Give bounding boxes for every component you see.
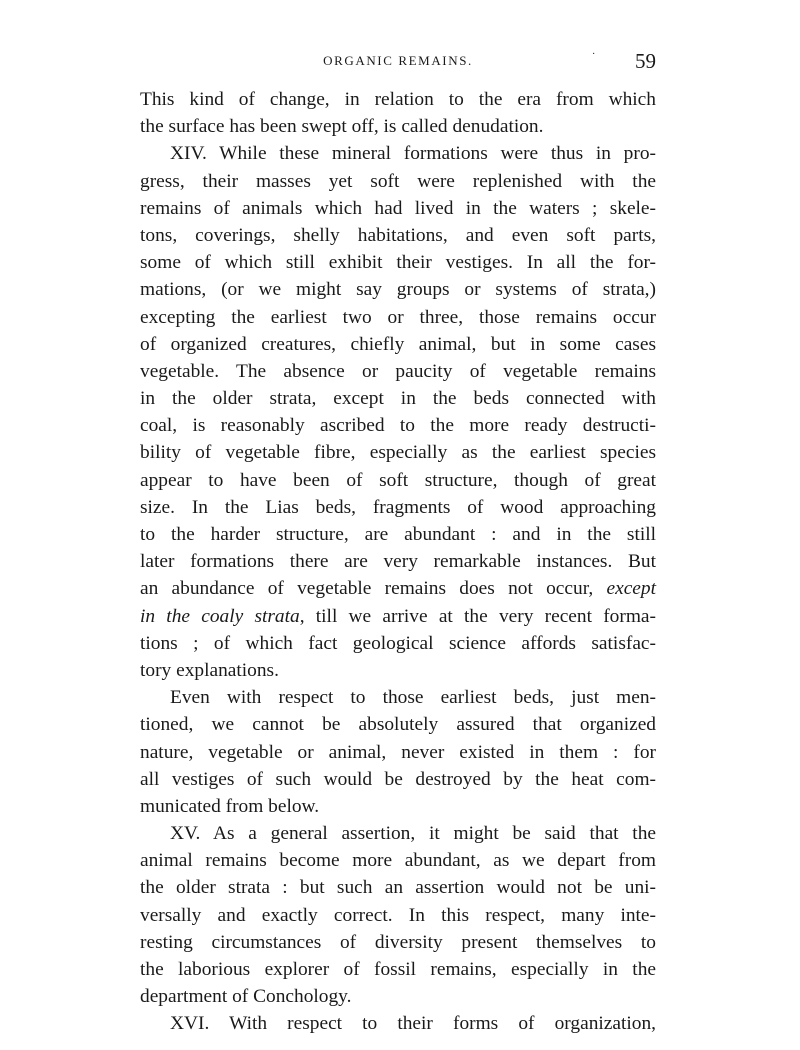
line-text: to the harder structure, are abundant : and in the still bbox=[140, 524, 656, 545]
text-line bbox=[140, 1010, 656, 1037]
line-text: Even with respect to those earliest beds, just men- bbox=[170, 687, 656, 709]
text-line bbox=[140, 739, 656, 766]
line-text: tons, coverings, shelly habitations, and even soft parts, bbox=[140, 224, 656, 246]
line-text: mations, (or we might say groups or systems of strata,) bbox=[140, 279, 656, 301]
text-line bbox=[140, 304, 656, 331]
text-line bbox=[140, 113, 656, 140]
line-text: bility of vegetable fibre, especially as the earliest species bbox=[140, 442, 656, 464]
line-text: in the older strata, except in the beds connected with bbox=[140, 388, 656, 410]
text-line bbox=[140, 548, 656, 575]
line-text: size. In the Lias beds, fragments of wood approaching bbox=[140, 496, 656, 518]
line-text: department of Conchology. bbox=[140, 986, 352, 1008]
text-line bbox=[140, 140, 656, 167]
line-text: tions ; of which fact geological science affords satisfac- bbox=[140, 632, 656, 654]
line-text: some of which still exhibit their vestiges. In all the for- bbox=[140, 252, 656, 274]
stray-mark: · bbox=[592, 49, 596, 60]
text-line bbox=[140, 575, 656, 602]
line-text: This kind of change, in relation to the era from which bbox=[140, 89, 656, 110]
line-text: later formations there are very remarkable instances. But bbox=[140, 551, 656, 573]
line-text: animal remains become more abundant, as we depart from bbox=[140, 850, 656, 872]
line-text: remains of animals which had lived in the waters ; skele- bbox=[140, 197, 656, 219]
text-line bbox=[140, 793, 656, 820]
text-line bbox=[140, 412, 656, 439]
text-line bbox=[140, 358, 656, 385]
text-line bbox=[140, 86, 656, 113]
text-line bbox=[140, 983, 656, 1010]
line-text: vegetable. The absence or paucity of vegetable remains bbox=[140, 360, 656, 382]
line-text: municated from below. bbox=[140, 795, 320, 817]
text-line bbox=[140, 603, 656, 630]
text-line bbox=[140, 249, 656, 276]
line-text: the laborious explorer of fossil remains, especially in the bbox=[140, 959, 656, 980]
page-number: 59 bbox=[635, 49, 656, 73]
line-text: the surface has been swept off, is called denudation. bbox=[140, 116, 544, 138]
line-text: versally and exactly correct. In this respect, many inte- bbox=[140, 904, 656, 926]
line-text: tory explanations. bbox=[140, 659, 279, 681]
line-text: , till we arrive at the very recent forma- bbox=[299, 605, 656, 627]
line-text: nature, vegetable or animal, never existed in them : for bbox=[140, 741, 656, 763]
line-text: coal, is reasonably ascribed to the more ready destructi- bbox=[140, 415, 656, 437]
text-line bbox=[140, 684, 656, 711]
page-header bbox=[140, 49, 656, 75]
line-text: tioned, we cannot be absolutely assured that organized bbox=[140, 714, 656, 736]
body-text bbox=[140, 86, 656, 1038]
line-text: excepting the earliest two or three, those remains occur bbox=[140, 306, 656, 328]
line-text: gress, their masses yet soft were replenished with the bbox=[140, 170, 656, 192]
text-line bbox=[140, 657, 656, 684]
line-text: XVI. With respect to their forms of organization, bbox=[170, 1013, 656, 1035]
running-head: ORGANIC REMAINS. bbox=[323, 53, 473, 68]
text-line bbox=[140, 222, 656, 249]
text-line bbox=[140, 385, 656, 412]
text-line bbox=[140, 521, 656, 548]
line-text: XIV. While these mineral formations were thus in pro- bbox=[170, 143, 656, 165]
text-line bbox=[140, 820, 656, 847]
text-line bbox=[140, 331, 656, 358]
text-line bbox=[140, 874, 656, 901]
line-text: XV. As a general assertion, it might be said that the bbox=[170, 823, 656, 845]
line-text: resting circumstances of diversity present themselves to bbox=[140, 931, 656, 953]
line-text: an abundance of vegetable remains does not occur, bbox=[140, 578, 607, 600]
line-text: all vestiges of such would be destroyed by the heat com- bbox=[140, 768, 656, 790]
italic-text: in the coaly strata bbox=[140, 605, 300, 627]
text-line bbox=[140, 195, 656, 222]
italic-text: except bbox=[606, 578, 656, 600]
line-text: of organized creatures, chiefly animal, but in some cases bbox=[140, 333, 656, 355]
text-line bbox=[140, 630, 656, 657]
text-line bbox=[140, 847, 656, 874]
line-text: appear to have been of soft structure, though of great bbox=[140, 469, 656, 491]
text-line bbox=[140, 902, 656, 929]
text-line bbox=[140, 766, 656, 793]
text-line bbox=[140, 711, 656, 738]
text-line bbox=[140, 929, 656, 956]
text-line bbox=[140, 439, 656, 466]
text-line bbox=[140, 276, 656, 303]
text-line bbox=[140, 467, 656, 494]
text-line bbox=[140, 494, 656, 521]
text-line bbox=[140, 956, 656, 983]
line-text: the older strata : but such an assertion would not be uni- bbox=[140, 877, 656, 899]
text-line bbox=[140, 168, 656, 195]
